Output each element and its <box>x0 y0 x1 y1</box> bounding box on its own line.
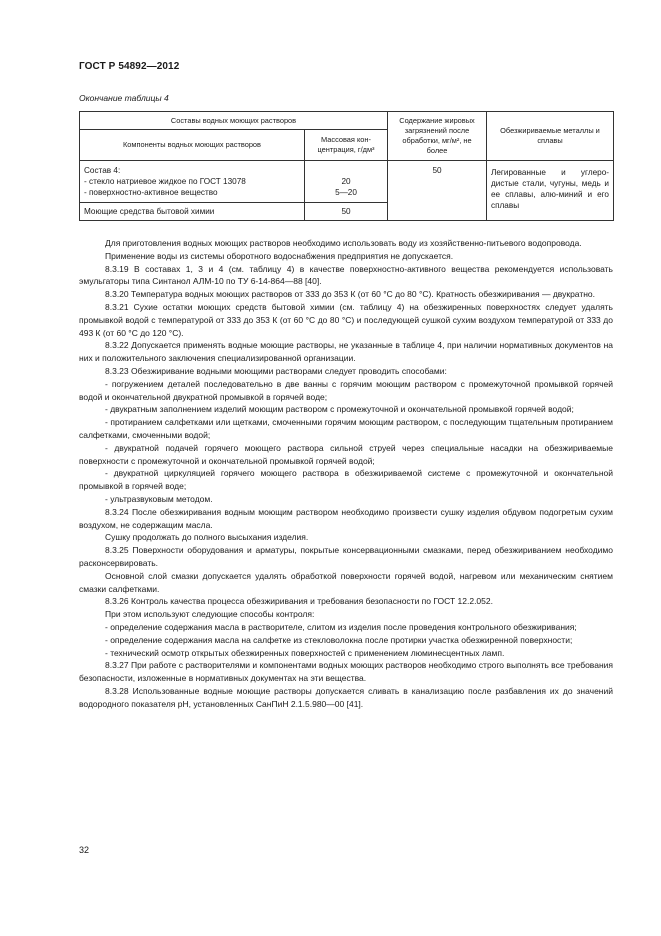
paragraph: Основной слой смазки допускается удалять обработкой поверхности горячей водой, нагревом или механическим снятием смазки салфетками. <box>79 570 613 594</box>
paragraph: 8.3.27 При работе с растворителями и компонентами водных моющих растворов необходимо строго выполнять все требования безопасности, изложенные в нормативных документах на эти вещества. <box>79 660 613 684</box>
paragraph: 8.3.19 В составах 1, 3 и 4 (см. таблицу 4) в качестве поверхностно-активного вещества рекомендуется использовать эмульгаторы типа Синтанол АЛМ-10 по ТУ 6-14-864—88 [40]. <box>79 263 613 287</box>
header-metals: Обезжириваемые металлы и сплавы <box>487 112 614 161</box>
list-item: - двукратным заполнением изделий моющим раствором с промежуточной и окончательной промывкой горячей водой; <box>105 404 574 415</box>
list-item: - определение содержания масла на салфетке из стекловолокна после протирки участка обезжиренной поверхности; <box>105 634 573 645</box>
document-body <box>79 237 613 710</box>
paragraph: При этом используют следующие способы контроля: <box>105 609 315 620</box>
composition-4-item-glass: - стекло натриевое жидкое по ГОСТ 13078 <box>84 177 246 186</box>
composition-4-title: Состав 4: <box>84 166 121 175</box>
paragraph: 8.3.20 Температура водных моющих растворов от 333 до 353 К (от 60 °С до 80 °С). Кратность обезжиривания — двукратно. <box>105 289 596 300</box>
list-item: - погружением деталей последовательно в две ванны с горячим моющим раствором с промежуточной промывкой горячей водой и окончательной двукратной промывкой в горячей воде; <box>79 378 613 402</box>
paragraph: 8.3.21 Сухие остатки моющих средств бытовой химии (см. таблицу 4) на обезжиренных поверхностях следует удалять промывкой водой с температурой от 333 до 353 К (от 60 °С до 80 °С) и последующей сушкой сухим воздухом температурой от 333 до 493 К (от 60 °С до 120 °С). <box>79 301 613 338</box>
list-item: - двукратной подачей горячего моющего раствора сильной струей через специальные насадки на обезжириваемые поверхности с промежуточной и окончательной промывкой горячей водой; <box>79 442 613 466</box>
mass-surfactant: 5—20 <box>335 188 357 197</box>
paragraph: Сушку продолжать до полного высыхания изделия. <box>105 532 309 543</box>
table-row <box>80 161 614 203</box>
header-mass-concentration: Массовая кон-центрация, г/дм³ <box>305 130 388 161</box>
table-header-row <box>80 112 614 130</box>
composition-4-cell <box>80 161 305 203</box>
document-header: ГОСТ Р 54892—2012 <box>79 61 180 72</box>
paragraph: 8.3.25 Поверхности оборудования и арматуры, покрытые консервационными смазками, перед обезжириванием необходимо расконсервировать. <box>79 545 613 568</box>
paragraph: 8.3.26 Контроль качества процесса обезжиривания и требования безопасности по ГОСТ 12.2.052. <box>105 596 493 607</box>
compositions-table <box>79 111 614 221</box>
fat-content-value: 50 <box>388 161 487 221</box>
paragraph: 8.3.24 После обезжиривания водным моющим раствором необходимо произвести сушку изделия обдувом подогретым сухим воздухом, не содержащим масла. <box>79 506 613 530</box>
paragraph: 8.3.28 Использованные водные моющие растворы допускается сливать в канализацию после разбавления их до значений водородного показателя рН, установленных СанПиН 2.1.5.980—00 [41]. <box>79 685 613 709</box>
metals-value: Легированные и углеро-дистые стали, чугуны, медь и ее сплавы, алю-миний и его сплавы <box>487 161 614 221</box>
header-compositions-group: Составы водных моющих растворов <box>80 112 388 130</box>
page-number: 32 <box>79 845 90 855</box>
list-item: - протиранием салфетками или щетками, смоченными горячим моющим раствором, с последующим тщательным протиранием салфетками, смоченными водой; <box>79 417 613 440</box>
list-item: - определение содержания масла в растворителе, слитом из изделия после проведения контрольного обезжиривания; <box>105 621 577 632</box>
mass-glass: 20 <box>341 177 351 186</box>
composition-4-mass-cell <box>305 161 388 203</box>
list-item: - двукратной циркуляцией горячего моющего раствора в обезжириваемой системе с промежуточной и окончательной промывкой в горячей воде; <box>79 468 613 492</box>
paragraph: 8.3.22 Допускается применять водные моющие растворы, не указанные в таблице 4, при наличии нормативных документов на них и положительного заключения специализированной организации. <box>79 340 613 364</box>
header-components: Компоненты водных моющих растворов <box>80 130 305 161</box>
header-fat-content: Содержание жировых загрязнений после обработки, мг/м², не более <box>388 112 487 161</box>
table-caption: Окончание таблицы 4 <box>79 93 169 103</box>
list-item: - ультразвуковым методом. <box>105 493 213 504</box>
household-chemicals-mass: 50 <box>305 203 388 221</box>
paragraph: Для приготовления водных моющих растворов необходимо использовать воду из хозяйственно-питьевого водопровода. <box>105 238 582 248</box>
paragraph: 8.3.23 Обезжиривание водными моющими растворами следует проводить способами: <box>105 365 447 376</box>
composition-4-item-surfactant: - поверхностно-активное вещество <box>84 188 218 197</box>
list-item: - технический осмотр открытых обезжиренных поверхностей с применением люминесцентных ламп. <box>105 647 505 658</box>
paragraph: Применение воды из системы оборотного водоснабжения предприятия не допускается. <box>105 250 454 261</box>
household-chemicals-label: Моющие средства бытовой химии <box>80 203 305 221</box>
